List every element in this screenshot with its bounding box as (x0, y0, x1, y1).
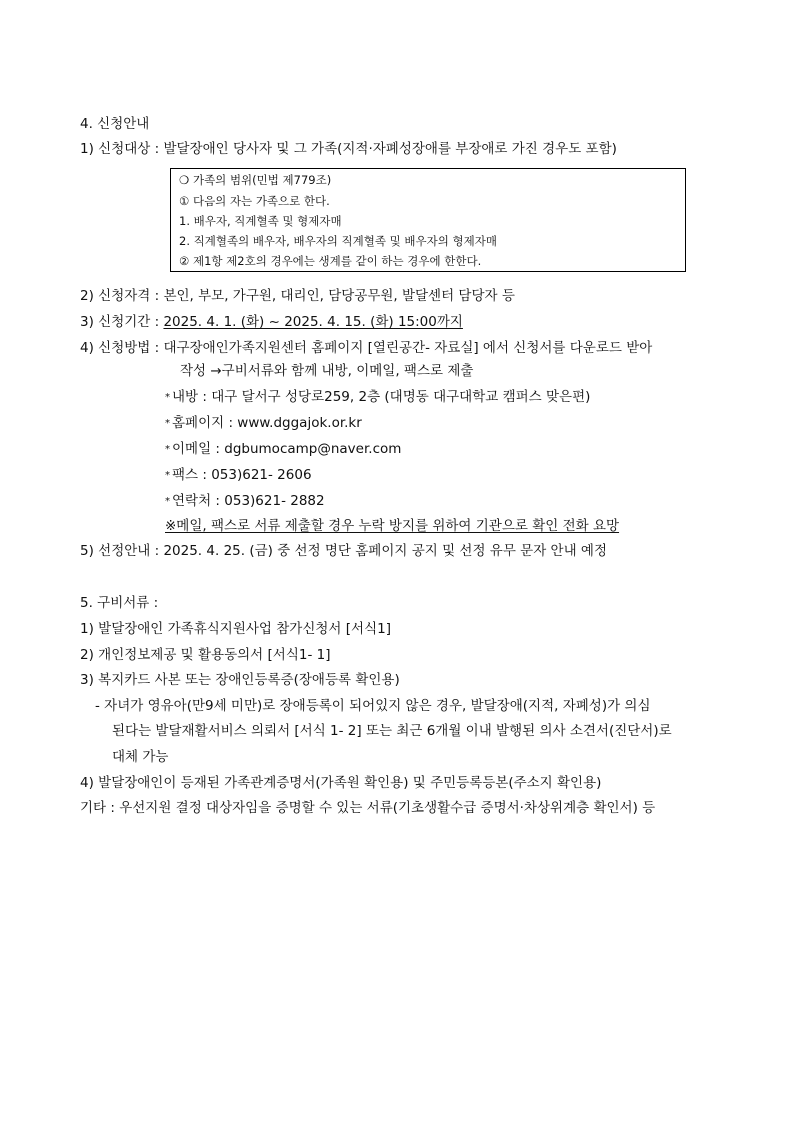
other-docs: 기타 : 우선지원 결정 대상자임을 증명할 수 있는 서류(기초생활수급 증명서·차상위계층 확인서) 등 (80, 800, 656, 816)
qualification-row (80, 287, 515, 305)
qualification-label: 2) 신청자격 : (80, 288, 164, 304)
period-label: 3) 신청기간 : (80, 314, 164, 330)
asterisk-icon: * (165, 444, 170, 455)
method-label: 4) 신청방법 : (80, 340, 164, 356)
submission-note: ※메일, 팩스로 서류 제출할 경우 누락 방지를 위하여 기관으로 확인 전화 요망 (165, 518, 620, 534)
required-doc-item: 3) 복지카드 사본 또는 장애인등록증(장애등록 확인용) (80, 672, 400, 688)
sub-note-line3: 대체 가능 (112, 749, 169, 765)
required-doc-item: 1) 발달장애인 가족휴식지원사업 참가신청서 [서식1] (80, 621, 391, 637)
family-box-title: ❍ 가족의 범위(민법 제779조) (179, 173, 332, 187)
period-text: 2025. 4. 1. (화) ~ 2025. 4. 15. (화) 15:00까지 (163, 314, 463, 330)
selection-label: 5) 선정안내 : (80, 543, 164, 559)
contact-label: 팩스 : (172, 467, 212, 483)
contact-email (165, 440, 401, 460)
method-row (80, 339, 652, 357)
email-link[interactable]: dgbumocamp@naver.com (224, 441, 402, 457)
family-box-line: 1. 배우자, 직계혈족 및 형제자매 (179, 214, 342, 228)
contact-label: 홈페이지 : (172, 415, 238, 431)
qualification-text: 본인, 부모, 가구원, 대리인, 담당공무원, 발달센터 담당자 등 (163, 288, 515, 304)
asterisk-icon: * (165, 392, 170, 403)
contact-homepage (165, 414, 362, 434)
section4-heading: 4. 신청안내 (80, 116, 150, 132)
section5-heading: 5. 구비서류 : (80, 595, 159, 611)
contact-fax (165, 466, 312, 486)
contact-label: 이메일 : (172, 441, 225, 457)
family-box-line: ① 다음의 자는 가족으로 한다. (179, 194, 330, 208)
contact-value: 053)621- 2882 (224, 493, 325, 509)
contact-value: 053)621- 2606 (211, 467, 312, 483)
method-line2: 작성 →구비서류와 함께 내방, 이메일, 팩스로 제출 (180, 363, 474, 379)
contact-visit (165, 388, 590, 408)
target-text: 발달장애인 당사자 및 그 가족(지적·자폐성장애를 부장애로 가진 경우도 포함) (163, 141, 617, 157)
contact-phone (165, 492, 325, 512)
target-row (80, 140, 617, 158)
homepage-link[interactable]: www.dggajok.or.kr (237, 415, 362, 431)
contact-value: 대구 달서구 성당로259, 2층 (대명동 대구대학교 캠퍼스 맞은편) (211, 389, 591, 405)
selection-text: 2025. 4. 25. (금) 중 선정 명단 홈페이지 공지 및 선정 유무 문자 안내 예정 (163, 543, 608, 559)
period-row (80, 313, 463, 331)
family-scope-box (170, 168, 686, 272)
family-box-line: 2. 직계혈족의 배우자, 배우자의 직계혈족 및 배우자의 형제자매 (179, 234, 497, 248)
asterisk-icon: * (165, 418, 170, 429)
contact-label: 연락처 : (172, 493, 225, 509)
sub-note-line1: - 자녀가 영유아(만9세 미만)로 장애등록이 되어있지 않은 경우, 발달장애(지적, 자폐성)가 의심 (95, 698, 651, 714)
selection-row (80, 542, 607, 560)
required-doc-item: 4) 발달장애인이 등재된 가족관계증명서(가족원 확인용) 및 주민등록등본(주소지 확인용) (80, 775, 602, 791)
target-label: 1) 신청대상 : (80, 141, 164, 157)
sub-note-line2: 된다는 발달재활서비스 의뢰서 [서식 1- 2] 또는 최근 6개월 이내 발행된 의사 소견서(진단서)로 (112, 723, 672, 739)
method-line1: 대구장애인가족지원센터 홈페이지 [열린공간- 자료실] 에서 신청서를 다운로드 받아 (163, 340, 653, 356)
family-box-line: ② 제1항 제2호의 경우에는 생계를 같이 하는 경우에 한한다. (179, 254, 482, 268)
required-doc-item: 2) 개인정보제공 및 활용동의서 [서식1- 1] (80, 647, 331, 663)
asterisk-icon: * (165, 496, 170, 507)
contact-label: 내방 : (172, 389, 212, 405)
asterisk-icon: * (165, 470, 170, 481)
